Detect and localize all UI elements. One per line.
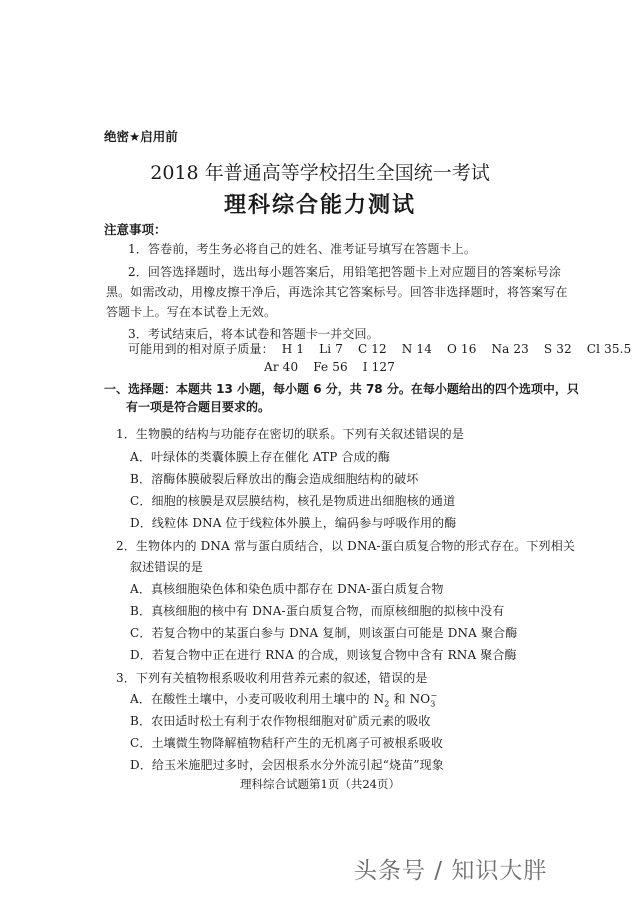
- exam-title: 2018 年普通高等学校招生全国统一考试: [150, 162, 490, 184]
- question-2-option-d: D．若复合物中正在进行 RNA 的合成，则该复合物中含有 RNA 聚合酶: [130, 648, 517, 662]
- atomic-mass-line-1: [128, 340, 640, 357]
- question-1-option-c: C．细胞的核膜是双层膜结构，核孔是物质进出细胞核的通道: [130, 494, 456, 508]
- option-a-text-start: A．在酸性土壤中，小麦可吸收利用土壤中的 N: [130, 692, 385, 706]
- watermark-text: 头条号 / 知识大胖: [354, 858, 548, 884]
- notice-heading: 注意事项：: [104, 222, 167, 237]
- no3-superscript: −: [430, 691, 438, 700]
- secret-mark: 绝密★启用前: [104, 129, 178, 144]
- atom-fe: Fe 56: [313, 360, 348, 374]
- section-1-heading-line-2: 有一项是符合题目要求的。: [126, 400, 271, 414]
- question-2-option-c: C．若复合物中的某蛋白参与 DNA 复制，则该蛋白可能是 DNA 聚合酶: [130, 626, 518, 640]
- n2-subscript: 2: [384, 699, 390, 709]
- no3-subscript: 3: [430, 699, 436, 709]
- question-3-stem: 3．下列有关植物根系吸收利用营养元素的叙述，错误的是: [116, 671, 428, 685]
- question-1-option-b: B．溶酶体膜破裂后释放出的酶会造成细胞结构的破坏: [130, 472, 419, 486]
- question-2-stem-line-2: 叙述错误的是: [130, 560, 203, 574]
- atom-cl: Cl 35.5: [586, 342, 632, 356]
- option-a-text-mid: 和 NO: [389, 692, 431, 706]
- atomic-mass-label: 可能用到的相对原子质量：: [128, 342, 274, 356]
- atom-s: S 32: [543, 342, 572, 356]
- atom-li: Li 7: [319, 342, 343, 356]
- question-2-option-a: A．真核细胞染色体和染色质中都存在 DNA-蛋白质复合物: [130, 582, 444, 596]
- question-2-stem-line-1: 2．生物体内的 DNA 常与蛋白质结合，以 DNA-蛋白质复合物的形式存在。下列相关: [116, 539, 576, 553]
- section-1-heading-line-1: 一、选择题：本题共 13 小题，每小题 6 分，共 78 分。在每小题给出的四个选项中，只: [104, 382, 579, 396]
- notice-item-3: 3．考试结束后，将本试卷和答题卡一并交回。: [128, 327, 379, 341]
- question-3-option-b: B．农田适时松土有利于农作物根细胞对矿质元素的吸收: [130, 714, 431, 728]
- question-3-option-c: C．土壤微生物降解植物秸秆产生的无机离子可被根系吸收: [130, 736, 444, 750]
- atom-ar: Ar 40: [264, 360, 299, 374]
- question-3-option-a: [130, 690, 437, 708]
- atom-na: Na 23: [491, 342, 529, 356]
- question-2-option-b: B．真核细胞的核中有 DNA-蛋白质复合物，而原核细胞的拟核中没有: [130, 604, 505, 618]
- notice-item-2-line-3: 答题卡上。写在本试卷上无效。: [106, 305, 277, 319]
- atom-i: I 127: [362, 360, 396, 374]
- question-1-option-a: A．叶绿体的类囊体膜上存在催化 ATP 合成的酶: [130, 450, 390, 464]
- atom-h: H 1: [281, 342, 305, 356]
- atom-o: O 16: [446, 342, 477, 356]
- question-3-option-d: D．给玉米施肥过多时，会因根系水分外流引起“烧苗”现象: [130, 758, 444, 772]
- question-1-option-d: D．线粒体 DNA 位于线粒体外膜上，编码参与呼吸作用的酶: [130, 516, 457, 530]
- subject-title: 理科综合能力测试: [223, 193, 416, 218]
- atom-n: N 14: [401, 342, 432, 356]
- notice-item-1: 1．答卷前，考生务必将自己的姓名、准考证号填写在答题卡上。: [128, 242, 476, 256]
- atomic-mass-line-2: [264, 360, 406, 374]
- page-footer: 理科综合试题第1页（共24页）: [240, 777, 400, 791]
- notice-item-2-line-2: 黑。如需改动，用橡皮擦干净后，再选涂其它答案标号。回答非选择题时，将答案写在: [106, 285, 568, 299]
- atom-c: C 12: [357, 342, 387, 356]
- notice-item-2-line-1: 2．回答选择题时，选出每小题答案后，用铅笔把答题卡上对应题目的答案标号涂: [128, 265, 562, 279]
- question-1-stem: 1．生物膜的结构与功能存在密切的联系。下列有关叙述错误的是: [116, 427, 464, 441]
